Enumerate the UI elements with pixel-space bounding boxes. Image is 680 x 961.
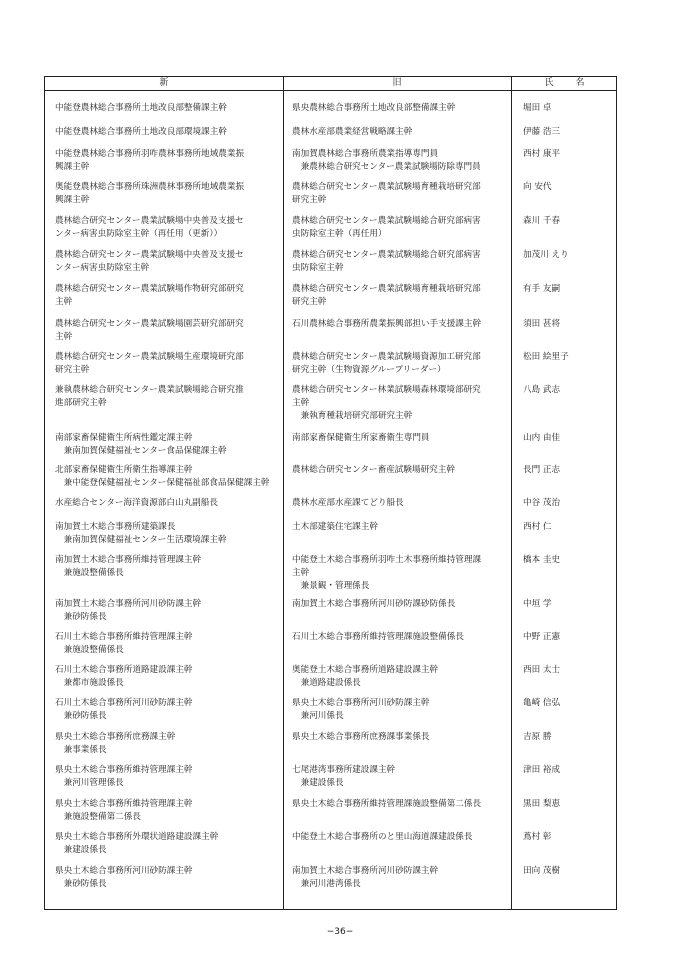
text-line: 兼施設整備第二係長 bbox=[55, 812, 141, 823]
text-line: 南加賀土木総合事務所河川砂防課主幹 bbox=[55, 599, 202, 609]
text-line: 農林総合研究センター林業試験場森林環境部研究 bbox=[292, 385, 481, 395]
person-name: 加茂川 えり bbox=[523, 250, 569, 260]
text-line: 農林水産部農業経営戦略課主幹 bbox=[292, 127, 413, 137]
text-line: 兼執育種栽培研究部研究主幹 bbox=[292, 411, 413, 422]
text-line: 南部家畜保健衛生所家畜衛生専門員 bbox=[292, 433, 430, 443]
old-position bbox=[292, 181, 508, 207]
text-line: 石川農林総合事務所農業振興部担い手支援課主幹 bbox=[292, 319, 482, 329]
text-line: 兼南加賀保健福祉センター食品保健課主幹 bbox=[55, 446, 227, 457]
text-line: 石川土木総合事務所道路建設課主幹 bbox=[55, 665, 193, 675]
new-position bbox=[55, 598, 281, 624]
new-position bbox=[55, 764, 281, 790]
new-position bbox=[55, 631, 281, 657]
text-line: 農林総合研究センター農業試験場生産環境研究部 bbox=[55, 352, 244, 362]
old-position bbox=[292, 283, 508, 309]
text-line: 兼河川管理係長 bbox=[55, 778, 124, 789]
new-position bbox=[55, 697, 281, 723]
person-name: 八島 武志 bbox=[523, 385, 561, 395]
page-number: −36− bbox=[326, 927, 354, 937]
column-divider bbox=[283, 77, 284, 909]
person-name: 伊藤 浩三 bbox=[523, 127, 561, 137]
old-position bbox=[292, 215, 508, 241]
new-position bbox=[55, 554, 281, 580]
text-line: 興課主幹 bbox=[55, 195, 90, 206]
text-line: 農林総合研究センター農業試験場中央普及支援セ bbox=[55, 216, 244, 226]
new-position bbox=[55, 731, 281, 757]
text-line: 県央土木総合事務所庶務課事業係長 bbox=[292, 732, 430, 742]
text-line: 兼砂防係長 bbox=[55, 879, 107, 890]
text-line: 農林総合研究センター畜産試験場研究主幹 bbox=[292, 465, 455, 475]
person-name: 黒田 梨恵 bbox=[523, 799, 561, 809]
new-position bbox=[55, 497, 281, 510]
person-name: 田向 茂樹 bbox=[523, 866, 561, 876]
text-line: 南加賀土木総合事務所建築課長 bbox=[55, 522, 176, 532]
person-name: 吉原 勝 bbox=[523, 732, 552, 742]
text-line: 石川土木総合事務所維持管理課主幹 bbox=[55, 632, 193, 642]
text-line: 主幹 bbox=[55, 332, 73, 343]
person-name: 西村 康平 bbox=[523, 149, 561, 159]
text-line: 研究主幹（生物資源グループリーダー） bbox=[292, 365, 446, 376]
text-line: 兼中能登保健福祉センター保健福祉部食品保健課主幹 bbox=[55, 478, 270, 489]
text-line: 農林総合研究センター農業試験場育種栽培研究部 bbox=[292, 182, 481, 192]
new-position bbox=[55, 148, 281, 174]
old-position bbox=[292, 798, 508, 811]
person-name: 中野 正憲 bbox=[523, 632, 561, 642]
text-line: 兼農林総合研究センター農業試験場防除専門員 bbox=[292, 162, 481, 173]
old-position bbox=[292, 497, 508, 510]
old-position bbox=[292, 865, 508, 891]
text-line: 県央農林総合事務所土地改良部整備課主幹 bbox=[292, 103, 456, 113]
text-line: ンター病害虫防除室主幹 bbox=[55, 263, 150, 274]
old-position bbox=[292, 249, 508, 275]
text-line: 研究主幹 bbox=[292, 297, 327, 308]
personnel-table bbox=[44, 76, 617, 910]
text-line: 南加賀土木総合事務所維持管理課主幹 bbox=[55, 555, 202, 565]
person-name: 橋本 圭史 bbox=[523, 555, 561, 565]
text-line: 農林総合研究センター農業試験場総合研究部病害 bbox=[292, 250, 481, 260]
text-line: 南加賀農林総合事務所農業指導専門員 bbox=[292, 149, 439, 159]
text-line: 北部家畜保健衛生所衛生指導課主幹 bbox=[55, 465, 193, 475]
person-name: 西田 太士 bbox=[523, 665, 561, 675]
text-line: 七尾港湾事務所建設課主幹 bbox=[292, 765, 396, 775]
text-line: 南加賀土木総合事務所河川砂防課砂防係長 bbox=[292, 599, 456, 609]
text-line: 兼執農林総合研究センター農業試験場総合研究推 bbox=[55, 385, 244, 395]
text-line: 兼南加賀保健福祉センター生活環境課主幹 bbox=[55, 535, 227, 546]
text-line: 兼河川港湾係長 bbox=[292, 879, 361, 890]
new-position bbox=[55, 831, 281, 857]
person-name: 西村 仁 bbox=[523, 522, 552, 532]
text-line: 研究主幹 bbox=[292, 195, 327, 206]
old-position bbox=[292, 554, 508, 594]
text-line: 県央土木総合事務所維持管理課主幹 bbox=[55, 765, 193, 775]
text-line: 農林総合研究センター農業試験場作物研究部研究 bbox=[55, 284, 244, 294]
new-position bbox=[55, 181, 281, 207]
text-line: 石川土木総合事務所河川砂防課主幹 bbox=[55, 698, 193, 708]
text-line: 県央土木総合事務所河川砂防課主幹 bbox=[55, 866, 193, 876]
person-name: 蔦村 彰 bbox=[523, 832, 552, 842]
header-new: 新 bbox=[159, 78, 169, 88]
text-line: 石川土木総合事務所維持管理課施設整備係長 bbox=[292, 632, 464, 642]
text-line: 中能登土木総合事務所のと里山海道課建設係長 bbox=[292, 832, 473, 842]
new-position bbox=[55, 351, 281, 377]
old-position bbox=[292, 432, 508, 445]
text-line: 主幹 bbox=[55, 297, 73, 308]
old-position bbox=[292, 598, 508, 611]
new-position bbox=[55, 521, 281, 547]
text-line: 農林総合研究センター農業試験場園芸研究部研究 bbox=[55, 319, 244, 329]
old-position bbox=[292, 318, 508, 331]
text-line: 奥能登農林総合事務所珠洲農林事務所地域農業振 bbox=[55, 182, 245, 192]
text-line: 兼砂防係長 bbox=[55, 612, 107, 623]
person-name: 中谷 茂治 bbox=[523, 498, 561, 508]
text-line: 兼都市施設係長 bbox=[55, 678, 124, 689]
text-line: ンター病害虫防除室主幹（再任用（更新）） bbox=[55, 229, 223, 240]
text-line: 農林総合研究センター農業試験場資源加工研究部 bbox=[292, 352, 481, 362]
text-line: 兼河川係長 bbox=[292, 711, 344, 722]
text-line: 進部研究主幹 bbox=[55, 398, 107, 409]
text-line: 農林総合研究センター農業試験場中央普及支援セ bbox=[55, 250, 244, 260]
text-line: 南加賀土木総合事務所河川砂防課主幹 bbox=[292, 866, 439, 876]
text-line: 農林総合研究センター農業試験場育種栽培研究部 bbox=[292, 284, 481, 294]
text-line: 奥能登土木総合事務所道路建設課主幹 bbox=[292, 665, 439, 675]
text-line: 兼景観・管理係長 bbox=[292, 581, 370, 592]
text-line: 興課主幹 bbox=[55, 162, 90, 173]
text-line: 虫防除室主幹（再任用） bbox=[292, 229, 387, 240]
old-position bbox=[292, 764, 508, 790]
person-name: 長門 正志 bbox=[523, 465, 561, 475]
text-line: 兼砂防係長 bbox=[55, 711, 107, 722]
text-line: 主幹 bbox=[292, 568, 310, 579]
text-line: 県央土木総合事務所維持管理課施設整備第二係長 bbox=[292, 799, 482, 809]
text-line: 兼建設係長 bbox=[292, 778, 344, 789]
person-name: 山内 由佳 bbox=[523, 433, 561, 443]
new-position bbox=[55, 215, 281, 241]
person-name: 堀田 卓 bbox=[523, 103, 552, 113]
person-name: 松田 絵里子 bbox=[523, 352, 569, 362]
text-line: 兼道路建設係長 bbox=[292, 678, 361, 689]
old-position bbox=[292, 521, 508, 534]
text-line: 中能登農林総合事務所羽咋農林事務所地域農業振 bbox=[55, 149, 245, 159]
new-position bbox=[55, 102, 281, 115]
old-position bbox=[292, 664, 508, 690]
old-position bbox=[292, 631, 508, 644]
new-position bbox=[55, 432, 281, 458]
header-old: 旧 bbox=[392, 78, 402, 88]
old-position bbox=[292, 731, 508, 744]
column-divider bbox=[511, 77, 512, 909]
new-position bbox=[55, 384, 281, 410]
new-position bbox=[55, 865, 281, 891]
text-line: 中能登農林総合事務所土地改良部整備課主幹 bbox=[55, 103, 227, 113]
table-header bbox=[45, 77, 616, 91]
new-position bbox=[55, 464, 281, 490]
text-line: 中能登農林総合事務所土地改良部環境課主幹 bbox=[55, 127, 227, 137]
person-name: 向 安代 bbox=[523, 182, 552, 192]
text-line: 中能登土木総合事務所羽咋土木事務所維持管理課 bbox=[292, 555, 482, 565]
text-line: 県央土木総合事務所河川砂防課主幹 bbox=[292, 698, 430, 708]
new-position bbox=[55, 318, 281, 344]
text-line: 土木部建築住宅課主幹 bbox=[292, 522, 378, 532]
person-name: 須田 甚将 bbox=[523, 319, 561, 329]
person-name: 森川 千春 bbox=[523, 216, 561, 226]
text-line: 農林水産部水産課てどり船長 bbox=[292, 498, 404, 508]
text-line: 主幹 bbox=[292, 398, 310, 409]
new-position bbox=[55, 283, 281, 309]
old-position bbox=[292, 351, 508, 377]
text-line: 兼事業係長 bbox=[55, 745, 107, 756]
new-position bbox=[55, 126, 281, 139]
old-position bbox=[292, 831, 508, 844]
text-line: 兼建設係長 bbox=[55, 845, 107, 856]
new-position bbox=[55, 249, 281, 275]
old-position bbox=[292, 697, 508, 723]
text-line: 兼施設整備係長 bbox=[55, 568, 124, 579]
new-position bbox=[55, 664, 281, 690]
old-position bbox=[292, 148, 508, 174]
old-position bbox=[292, 464, 508, 477]
text-line: 県央土木総合事務所外環状道路建設課主幹 bbox=[55, 832, 219, 842]
person-name: 有手 友嗣 bbox=[523, 284, 561, 294]
text-line: 水産総合センター海洋資源部白山丸副船長 bbox=[55, 498, 218, 508]
text-line: 兼施設整備係長 bbox=[55, 645, 124, 656]
text-line: 県央土木総合事務所維持管理課主幹 bbox=[55, 799, 193, 809]
new-position bbox=[55, 798, 281, 824]
person-name: 亀崎 信弘 bbox=[523, 698, 561, 708]
header-name: 氏名 bbox=[544, 78, 607, 88]
text-line: 南部家畜保健衛生所病性鑑定課主幹 bbox=[55, 433, 193, 443]
text-line: 農林総合研究センター農業試験場総合研究部病害 bbox=[292, 216, 481, 226]
text-line: 県央土木総合事務所庶務課主幹 bbox=[55, 732, 176, 742]
person-name: 中垣 学 bbox=[523, 599, 552, 609]
old-position bbox=[292, 102, 508, 115]
old-position bbox=[292, 384, 508, 424]
text-line: 研究主幹 bbox=[55, 365, 90, 376]
old-position bbox=[292, 126, 508, 139]
person-name: 津田 裕成 bbox=[523, 765, 561, 775]
text-line: 虫防除室主幹 bbox=[292, 263, 344, 274]
